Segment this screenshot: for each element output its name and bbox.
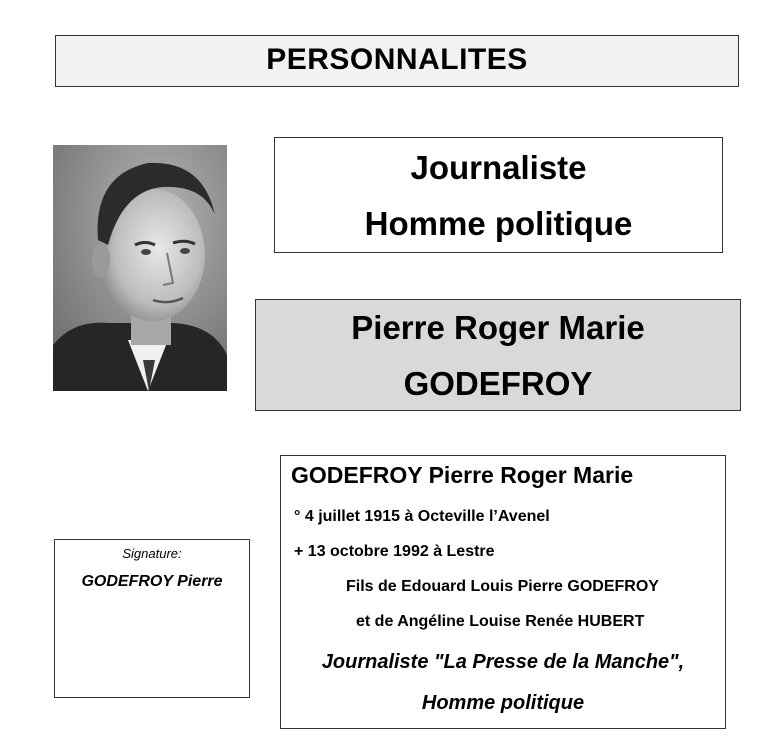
signature-label: Signature: xyxy=(122,546,182,561)
death-line: + 13 octobre 1992 à Lestre xyxy=(294,543,495,560)
given-names: Pierre Roger Marie xyxy=(351,309,645,346)
bio-role-journalist: Journaliste "La Presse de la Manche", xyxy=(321,651,685,673)
full-name-box xyxy=(255,299,741,411)
role-journalist: Journaliste xyxy=(410,149,587,186)
page-title: PERSONNALITES xyxy=(266,43,528,76)
father-line: Fils de Edouard Louis Pierre GODEFROY xyxy=(346,578,659,595)
biography-box xyxy=(280,455,726,729)
signature-name: GODEFROY Pierre xyxy=(81,573,223,590)
role-politician: Homme politique xyxy=(364,205,633,242)
surname: GODEFROY xyxy=(403,365,593,402)
page-title-banner xyxy=(55,35,739,87)
bio-title: GODEFROY Pierre Roger Marie xyxy=(291,462,634,488)
bio-role-politician: Homme politique xyxy=(421,692,585,714)
roles-box xyxy=(274,137,723,253)
portrait-photo xyxy=(53,145,227,391)
portrait-image xyxy=(53,145,227,391)
birth-line: ° 4 juillet 1915 à Octeville l’Avenel xyxy=(294,508,550,525)
mother-line: et de Angéline Louise Renée HUBERT xyxy=(356,613,645,630)
signature-box xyxy=(54,539,250,698)
